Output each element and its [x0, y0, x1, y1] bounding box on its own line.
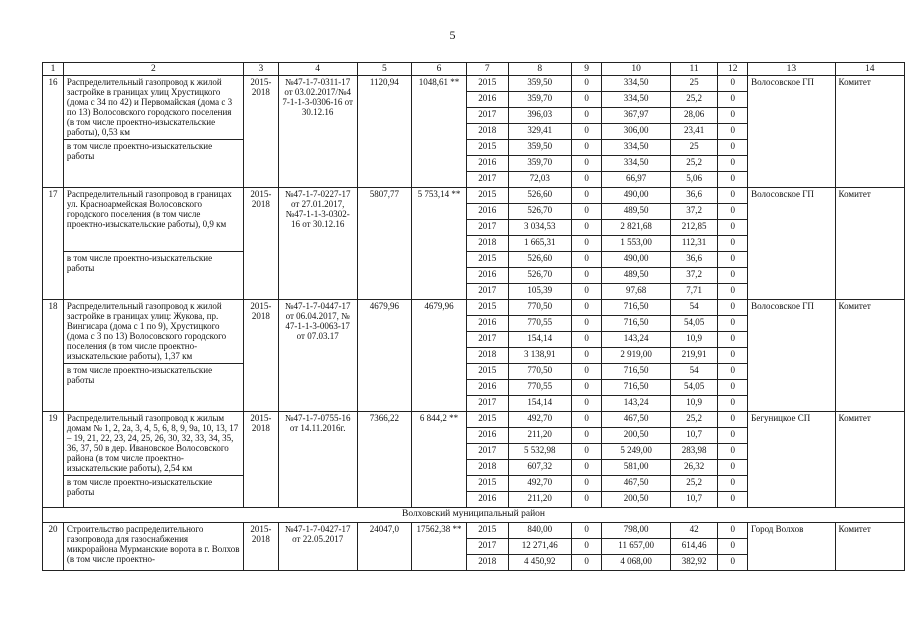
- other-cell: 0: [718, 412, 748, 428]
- other-cell: 0: [718, 284, 748, 300]
- header-cell: 6: [412, 63, 467, 76]
- year-cell: 2015: [466, 476, 508, 492]
- object-responsible: Комитет: [835, 188, 904, 300]
- regional-cell: 798,00: [602, 523, 670, 539]
- other-cell: 0: [718, 444, 748, 460]
- federal-cell: 0: [571, 444, 602, 460]
- local-cell: 112,31: [670, 236, 718, 252]
- total-cell: 211,20: [508, 492, 571, 508]
- object-description: Строительство распределительного газопровода для газоснабжения микрорайона Мурманские ворота в г. Волхов (в том числе проектно-: [63, 523, 243, 571]
- year-cell: 2015: [466, 140, 508, 156]
- header-cell: 11: [670, 63, 718, 76]
- local-cell: 10,9: [670, 396, 718, 412]
- year-cell: 2016: [466, 92, 508, 108]
- object-cost: 5807,77: [357, 188, 412, 300]
- federal-cell: 0: [571, 92, 602, 108]
- federal-cell: 0: [571, 476, 602, 492]
- header-cell: 5: [357, 63, 412, 76]
- regional-cell: 306,00: [602, 124, 670, 140]
- other-cell: 0: [718, 300, 748, 316]
- program-table: [42, 62, 905, 571]
- year-cell: 2016: [466, 316, 508, 332]
- object-document: №47-1-7-0755-16 от 14.11.2016г.: [278, 412, 357, 508]
- federal-cell: 0: [571, 492, 602, 508]
- regional-cell: 467,50: [602, 412, 670, 428]
- object-document: №47-1-7-0447-17 от 06.04.2017, № 47-1-1-3-0063-17 от 07.03.17: [278, 300, 357, 412]
- design-work-label: в том числе проектно-изыскательские работы: [63, 140, 243, 188]
- header-cell: 9: [571, 63, 602, 76]
- local-cell: 54,05: [670, 380, 718, 396]
- total-cell: 154,14: [508, 396, 571, 412]
- section-row: [43, 508, 905, 523]
- other-cell: 0: [718, 460, 748, 476]
- year-cell: 2017: [466, 444, 508, 460]
- object-cost-actual: 17562,38 **: [412, 523, 467, 571]
- object-cost: 4679,96: [357, 300, 412, 412]
- year-cell: 2017: [466, 220, 508, 236]
- year-cell: 2015: [466, 76, 508, 92]
- local-cell: 5,06: [670, 172, 718, 188]
- local-cell: 54: [670, 300, 718, 316]
- local-cell: 25,2: [670, 476, 718, 492]
- object-number: 19: [43, 412, 64, 508]
- local-cell: 25: [670, 140, 718, 156]
- other-cell: 0: [718, 124, 748, 140]
- federal-cell: 0: [571, 188, 602, 204]
- local-cell: 212,85: [670, 220, 718, 236]
- other-cell: 0: [718, 492, 748, 508]
- other-cell: 0: [718, 555, 748, 571]
- other-cell: 0: [718, 332, 748, 348]
- object-cost-actual: 4679,96: [412, 300, 467, 412]
- total-cell: 526,60: [508, 188, 571, 204]
- object-period: 2015-2018: [243, 188, 278, 300]
- total-cell: 72,03: [508, 172, 571, 188]
- other-cell: 0: [718, 428, 748, 444]
- total-cell: 492,70: [508, 476, 571, 492]
- local-cell: 283,98: [670, 444, 718, 460]
- regional-cell: 1 553,00: [602, 236, 670, 252]
- object-cost-actual: 5 753,14 **: [412, 188, 467, 300]
- year-cell: 2016: [466, 204, 508, 220]
- total-cell: 770,50: [508, 364, 571, 380]
- object-document: №47-1-7-0427-17 от 22.05.2017: [278, 523, 357, 571]
- regional-cell: 334,50: [602, 140, 670, 156]
- year-cell: 2015: [466, 188, 508, 204]
- federal-cell: 0: [571, 268, 602, 284]
- year-cell: 2015: [466, 252, 508, 268]
- header-cell: 12: [718, 63, 748, 76]
- other-cell: 0: [718, 380, 748, 396]
- object-description: Распределительный газопровод к жилой застройке в границах улиц: Жукова, пр. Вингисара (дома с 1 по 9), Хрустицкого (дома с 3 по 13) Волосовского городского поселения (в том числе проектно-изыскательские работы), 1,37 км: [63, 300, 243, 364]
- table-row: [43, 188, 905, 204]
- header-cell: 3: [243, 63, 278, 76]
- object-municipality: Волосовское ГП: [748, 300, 835, 412]
- object-responsible: Комитет: [835, 523, 904, 571]
- local-cell: 23,41: [670, 124, 718, 140]
- design-work-label: в том числе проектно-изыскательские работы: [63, 364, 243, 412]
- regional-cell: 334,50: [602, 92, 670, 108]
- federal-cell: 0: [571, 316, 602, 332]
- section-title: Волховский муниципальный район: [43, 508, 905, 523]
- local-cell: 42: [670, 523, 718, 539]
- total-cell: 359,70: [508, 92, 571, 108]
- other-cell: 0: [718, 252, 748, 268]
- federal-cell: 0: [571, 332, 602, 348]
- federal-cell: 0: [571, 412, 602, 428]
- regional-cell: 716,50: [602, 300, 670, 316]
- header-cell: 2: [63, 63, 243, 76]
- regional-cell: 143,24: [602, 332, 670, 348]
- federal-cell: 0: [571, 172, 602, 188]
- federal-cell: 0: [571, 108, 602, 124]
- header-cell: 1: [43, 63, 64, 76]
- object-cost: 24047,0: [357, 523, 412, 571]
- federal-cell: 0: [571, 428, 602, 444]
- total-cell: 492,70: [508, 412, 571, 428]
- object-period: 2015-2018: [243, 300, 278, 412]
- other-cell: 0: [718, 220, 748, 236]
- object-cost-actual: 1048,61 **: [412, 76, 467, 188]
- total-cell: 3 138,91: [508, 348, 571, 364]
- header-cell: 4: [278, 63, 357, 76]
- object-municipality: Волосовское ГП: [748, 188, 835, 300]
- total-cell: 5 532,98: [508, 444, 571, 460]
- object-number: 18: [43, 300, 64, 412]
- object-number: 16: [43, 76, 64, 188]
- local-cell: 10,7: [670, 428, 718, 444]
- local-cell: 36,6: [670, 252, 718, 268]
- table-row: [43, 300, 905, 316]
- total-cell: 526,70: [508, 268, 571, 284]
- regional-cell: 490,00: [602, 252, 670, 268]
- object-period: 2015-2018: [243, 523, 278, 571]
- object-description: Распределительный газопровод к жилым домам № 1, 2, 2а, 3, 4, 5, 6, 8, 9, 9а, 10, 13, 17 – 19, 21, 22, 23, 24, 25, 26, 30, 32, 33, 34, 35, 36, 37, 50 в дер. Ивановское Волосовского района (в том числе проектно-изыскательские работы), 2,54 км: [63, 412, 243, 476]
- other-cell: 0: [718, 156, 748, 172]
- local-cell: 25,2: [670, 156, 718, 172]
- local-cell: 28,06: [670, 108, 718, 124]
- total-cell: 4 450,92: [508, 555, 571, 571]
- regional-cell: 200,50: [602, 428, 670, 444]
- year-cell: 2017: [466, 108, 508, 124]
- year-cell: 2015: [466, 412, 508, 428]
- total-cell: 840,00: [508, 523, 571, 539]
- local-cell: 25,2: [670, 92, 718, 108]
- regional-cell: 334,50: [602, 156, 670, 172]
- federal-cell: 0: [571, 252, 602, 268]
- other-cell: 0: [718, 108, 748, 124]
- regional-cell: 489,50: [602, 204, 670, 220]
- total-cell: 526,60: [508, 252, 571, 268]
- header-cell: 10: [602, 63, 670, 76]
- other-cell: 0: [718, 539, 748, 555]
- year-cell: 2015: [466, 523, 508, 539]
- regional-cell: 11 657,00: [602, 539, 670, 555]
- year-cell: 2017: [466, 539, 508, 555]
- total-cell: 154,14: [508, 332, 571, 348]
- local-cell: 54,05: [670, 316, 718, 332]
- regional-cell: 4 068,00: [602, 555, 670, 571]
- page-number: 5: [449, 28, 456, 42]
- regional-cell: 489,50: [602, 268, 670, 284]
- other-cell: 0: [718, 172, 748, 188]
- object-number: 17: [43, 188, 64, 300]
- object-document: №47-1-7-0311-17 от 03.02.2017/№4 7-1-1-3-0306-16 от 30.12.16: [278, 76, 357, 188]
- federal-cell: 0: [571, 539, 602, 555]
- object-municipality: Волосовское ГП: [748, 76, 835, 188]
- total-cell: 770,55: [508, 380, 571, 396]
- table-row: [43, 523, 905, 539]
- federal-cell: 0: [571, 300, 602, 316]
- year-cell: 2017: [466, 332, 508, 348]
- total-cell: 770,50: [508, 300, 571, 316]
- year-cell: 2018: [466, 460, 508, 476]
- year-cell: 2018: [466, 236, 508, 252]
- local-cell: 382,92: [670, 555, 718, 571]
- other-cell: 0: [718, 364, 748, 380]
- federal-cell: 0: [571, 284, 602, 300]
- other-cell: 0: [718, 76, 748, 92]
- federal-cell: 0: [571, 156, 602, 172]
- regional-cell: 200,50: [602, 492, 670, 508]
- federal-cell: 0: [571, 124, 602, 140]
- local-cell: 37,2: [670, 204, 718, 220]
- object-period: 2015-2018: [243, 412, 278, 508]
- local-cell: 26,32: [670, 460, 718, 476]
- object-municipality: Город Волхов: [748, 523, 835, 571]
- year-cell: 2016: [466, 428, 508, 444]
- year-cell: 2018: [466, 555, 508, 571]
- regional-cell: 490,00: [602, 188, 670, 204]
- other-cell: 0: [718, 476, 748, 492]
- regional-cell: 467,50: [602, 476, 670, 492]
- local-cell: 614,46: [670, 539, 718, 555]
- local-cell: 219,91: [670, 348, 718, 364]
- total-cell: 12 271,46: [508, 539, 571, 555]
- year-cell: 2016: [466, 492, 508, 508]
- regional-cell: 5 249,00: [602, 444, 670, 460]
- other-cell: 0: [718, 316, 748, 332]
- table-row: [43, 412, 905, 428]
- local-cell: 37,2: [670, 268, 718, 284]
- total-cell: 105,39: [508, 284, 571, 300]
- regional-cell: 581,00: [602, 460, 670, 476]
- object-description: Распределительный газопровод к жилой застройке в границах улиц Хрустицкого (дома с 34 по 42) и Первомайская (дома с 3 по 13) Волосовского городского поселения (в том числе проектно-изыскательские работы), 0,53 км: [63, 76, 243, 140]
- object-municipality: Бегуницкое СП: [748, 412, 835, 508]
- other-cell: 0: [718, 140, 748, 156]
- federal-cell: 0: [571, 380, 602, 396]
- total-cell: 329,41: [508, 124, 571, 140]
- year-cell: 2015: [466, 300, 508, 316]
- regional-cell: 2 919,00: [602, 348, 670, 364]
- other-cell: 0: [718, 92, 748, 108]
- regional-cell: 97,68: [602, 284, 670, 300]
- object-cost: 7366,22: [357, 412, 412, 508]
- total-cell: 607,32: [508, 460, 571, 476]
- year-cell: 2017: [466, 396, 508, 412]
- year-cell: 2017: [466, 284, 508, 300]
- object-document: №47-1-7-0227-17 от 27.01.2017, №47-1-1-3-0302-16 от 30.12.16: [278, 188, 357, 300]
- total-cell: 1 665,31: [508, 236, 571, 252]
- other-cell: 0: [718, 204, 748, 220]
- federal-cell: 0: [571, 523, 602, 539]
- year-cell: 2016: [466, 268, 508, 284]
- object-cost-actual: 6 844,2 **: [412, 412, 467, 508]
- year-cell: 2016: [466, 156, 508, 172]
- federal-cell: 0: [571, 76, 602, 92]
- regional-cell: 334,50: [602, 76, 670, 92]
- local-cell: 7,71: [670, 284, 718, 300]
- object-responsible: Комитет: [835, 412, 904, 508]
- regional-cell: 143,24: [602, 396, 670, 412]
- object-period: 2015-2018: [243, 76, 278, 188]
- total-cell: 211,20: [508, 428, 571, 444]
- year-cell: 2016: [466, 380, 508, 396]
- federal-cell: 0: [571, 396, 602, 412]
- local-cell: 54: [670, 364, 718, 380]
- local-cell: 25: [670, 76, 718, 92]
- other-cell: 0: [718, 348, 748, 364]
- total-cell: 770,55: [508, 316, 571, 332]
- federal-cell: 0: [571, 236, 602, 252]
- header-row: [43, 63, 905, 76]
- federal-cell: 0: [571, 555, 602, 571]
- total-cell: 396,03: [508, 108, 571, 124]
- object-description: Распределительный газопровод в границах ул. Красноармейская Волосовского городского поселения (в том числе проектно-изыскательские работы), 0,9 км: [63, 188, 243, 252]
- design-work-label: в том числе проектно-изыскательские работы: [63, 476, 243, 508]
- header-cell: 14: [835, 63, 904, 76]
- federal-cell: 0: [571, 348, 602, 364]
- regional-cell: 716,50: [602, 364, 670, 380]
- object-number: 20: [43, 523, 64, 571]
- other-cell: 0: [718, 523, 748, 539]
- total-cell: 526,70: [508, 204, 571, 220]
- total-cell: 359,50: [508, 76, 571, 92]
- total-cell: 359,70: [508, 156, 571, 172]
- object-responsible: Комитет: [835, 300, 904, 412]
- total-cell: 3 034,53: [508, 220, 571, 236]
- federal-cell: 0: [571, 140, 602, 156]
- local-cell: 36,6: [670, 188, 718, 204]
- regional-cell: 2 821,68: [602, 220, 670, 236]
- header-cell: 7: [466, 63, 508, 76]
- local-cell: 10,9: [670, 332, 718, 348]
- header-cell: 13: [748, 63, 835, 76]
- local-cell: 10,7: [670, 492, 718, 508]
- year-cell: 2018: [466, 124, 508, 140]
- year-cell: 2018: [466, 348, 508, 364]
- federal-cell: 0: [571, 460, 602, 476]
- regional-cell: 367,97: [602, 108, 670, 124]
- other-cell: 0: [718, 268, 748, 284]
- other-cell: 0: [718, 396, 748, 412]
- object-cost: 1120,94: [357, 76, 412, 188]
- regional-cell: 66,97: [602, 172, 670, 188]
- table-row: [43, 76, 905, 92]
- local-cell: 25,2: [670, 412, 718, 428]
- design-work-label: в том числе проектно-изыскательские работы: [63, 252, 243, 300]
- total-cell: 359,50: [508, 140, 571, 156]
- federal-cell: 0: [571, 364, 602, 380]
- year-cell: 2017: [466, 172, 508, 188]
- other-cell: 0: [718, 236, 748, 252]
- header-cell: 8: [508, 63, 571, 76]
- federal-cell: 0: [571, 204, 602, 220]
- federal-cell: 0: [571, 220, 602, 236]
- object-responsible: Комитет: [835, 76, 904, 188]
- regional-cell: 716,50: [602, 380, 670, 396]
- other-cell: 0: [718, 188, 748, 204]
- regional-cell: 716,50: [602, 316, 670, 332]
- year-cell: 2015: [466, 364, 508, 380]
